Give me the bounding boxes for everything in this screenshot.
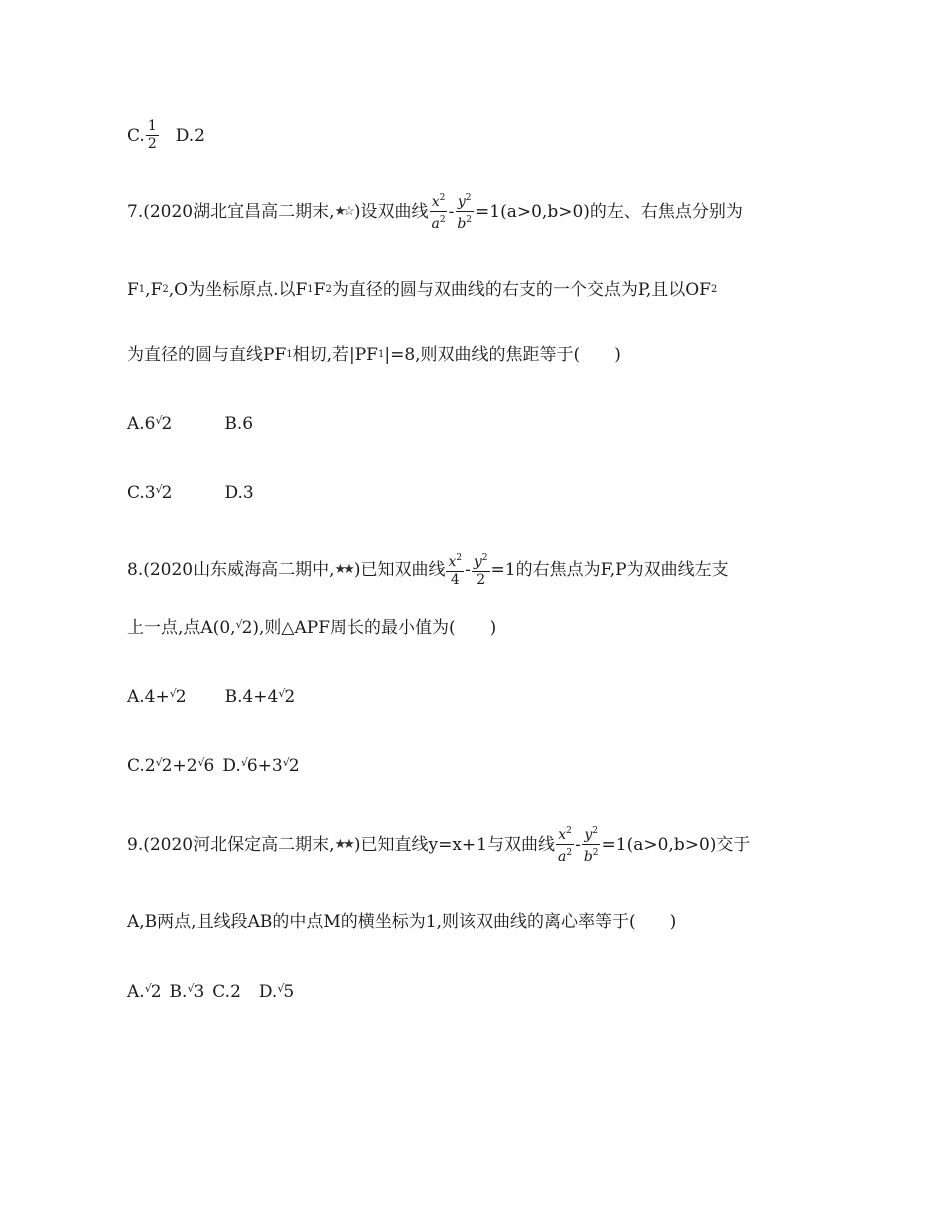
q8-options-cd bbox=[127, 755, 300, 777]
radical bbox=[187, 981, 204, 1003]
term: +3 bbox=[257, 756, 283, 776]
q9-options bbox=[127, 981, 294, 1003]
text: 相切,若|PF bbox=[292, 345, 378, 365]
radical-sign-icon: √ bbox=[187, 982, 195, 995]
q9-line-2 bbox=[127, 911, 676, 933]
q7-source: 7.(2020湖北宜昌高二期末, bbox=[127, 201, 335, 222]
radicand: 2 bbox=[175, 687, 187, 707]
minus-sign: - bbox=[465, 559, 471, 580]
prev-option-c bbox=[127, 118, 160, 153]
exponent: 2 bbox=[439, 193, 446, 203]
q9-option-b bbox=[170, 981, 205, 1003]
radical bbox=[283, 755, 300, 777]
radical-sign-icon: √ bbox=[277, 982, 285, 995]
radical-sign-icon: √ bbox=[155, 756, 163, 769]
exponent: 2 bbox=[465, 193, 472, 203]
q9-line-1 bbox=[127, 823, 750, 866]
q7-line-1 bbox=[127, 190, 743, 233]
var-x: x bbox=[448, 554, 457, 570]
var-y: y bbox=[584, 827, 593, 843]
fraction-y2-2 bbox=[472, 550, 490, 589]
q9-source: 9.(2020河北保定高二期末, bbox=[127, 834, 335, 855]
option-label: D. bbox=[222, 756, 241, 776]
option-label: C.3 bbox=[127, 483, 156, 503]
subscript: 2 bbox=[325, 284, 332, 295]
q8-text: )已知双曲线 bbox=[353, 559, 446, 580]
var-x: x bbox=[431, 194, 440, 210]
subscript: 1 bbox=[377, 349, 385, 360]
option-label: D. bbox=[258, 982, 278, 1002]
difficulty-stars-icon: ★★ bbox=[334, 836, 352, 852]
exponent: 2 bbox=[481, 553, 488, 563]
fraction-x2-4 bbox=[446, 550, 464, 589]
var-a: a bbox=[431, 216, 440, 232]
radicand: 6 bbox=[203, 756, 215, 776]
difficulty-stars-icon: ★☆ bbox=[334, 203, 352, 219]
radical-sign-icon: √ bbox=[155, 483, 163, 496]
q8-text: =1的右焦点为F,P为双曲线左支 bbox=[490, 559, 729, 580]
fraction-y2-b2 bbox=[455, 190, 474, 233]
radical bbox=[170, 686, 187, 708]
term: +2 bbox=[172, 756, 198, 776]
radicand: 5 bbox=[283, 982, 295, 1002]
q8-option-a bbox=[127, 686, 187, 708]
exponent: 2 bbox=[592, 848, 599, 858]
q9-option-c: C.2 bbox=[212, 982, 241, 1002]
radical-sign-icon: √ bbox=[240, 756, 248, 769]
exponent: 2 bbox=[566, 848, 573, 858]
radicand: 2 bbox=[161, 756, 173, 776]
fraction-y2-b2 bbox=[582, 823, 601, 866]
radicand: 2 bbox=[161, 414, 173, 434]
option-label: C.2 bbox=[127, 756, 156, 776]
radical bbox=[241, 755, 258, 777]
text: ) bbox=[669, 912, 677, 932]
radical bbox=[156, 413, 173, 435]
subscript: 2 bbox=[162, 284, 169, 295]
text: ) bbox=[614, 345, 621, 365]
var-y: y bbox=[473, 554, 482, 570]
fraction-numerator: 1 bbox=[147, 118, 157, 134]
radical-sign-icon: √ bbox=[155, 414, 163, 427]
f2: F bbox=[150, 280, 163, 300]
text: 为直径的圆与直线PF bbox=[127, 345, 287, 365]
text: |=8,则双曲线的焦距等于( bbox=[384, 345, 581, 365]
radicand: 3 bbox=[193, 982, 205, 1002]
minus-sign: - bbox=[575, 834, 581, 855]
radicand: 2 bbox=[150, 982, 162, 1002]
q8-option-c bbox=[127, 755, 214, 777]
q7-option-a bbox=[127, 413, 172, 435]
fraction-x2-a2 bbox=[429, 190, 447, 233]
var-b: b bbox=[583, 849, 593, 865]
f1: F bbox=[295, 280, 308, 300]
option-label: A. bbox=[127, 982, 145, 1002]
q8-option-b bbox=[225, 686, 296, 708]
radicand: 2 bbox=[161, 483, 173, 503]
option-label: B. bbox=[169, 982, 188, 1002]
q7-options-cd bbox=[127, 482, 254, 504]
exponent: 2 bbox=[592, 826, 598, 836]
f2: F bbox=[313, 280, 326, 300]
prev-option-d: D.2 bbox=[175, 125, 205, 146]
radical-sign-icon: √ bbox=[278, 687, 286, 700]
q9-text: )已知直线y=x+1与双曲线 bbox=[353, 834, 555, 855]
var-b: b bbox=[457, 216, 467, 232]
text: 为直径的圆与双曲线的右支的一个交点为P,且以OF bbox=[331, 280, 711, 300]
q9-text: =1(a>0,b>0)交于 bbox=[601, 834, 751, 855]
var-a: a bbox=[557, 849, 567, 865]
text: ,O为坐标原点.以 bbox=[168, 280, 296, 300]
exponent: 2 bbox=[456, 553, 463, 563]
q7-option-d: D.3 bbox=[224, 483, 254, 503]
prev-options-line bbox=[127, 118, 205, 153]
radicand: 2 bbox=[241, 618, 253, 638]
q9-option-d bbox=[259, 981, 294, 1003]
f1: F bbox=[127, 280, 139, 300]
denominator: 4 bbox=[450, 572, 460, 588]
text: 上一点,点A(0, bbox=[127, 618, 236, 638]
option-label: B.4+4 bbox=[224, 687, 279, 707]
subscript: 1 bbox=[307, 284, 314, 295]
q7-line-2 bbox=[127, 279, 717, 301]
option-label: A.4+ bbox=[127, 687, 170, 707]
var-y: y bbox=[457, 194, 466, 210]
fraction-denominator: 2 bbox=[147, 136, 157, 152]
radicand: 6 bbox=[246, 756, 258, 776]
var-x: x bbox=[558, 827, 567, 843]
text: ),则△APF周长的最小值为( bbox=[252, 618, 456, 638]
radical bbox=[198, 755, 215, 777]
q7-options-ab bbox=[127, 413, 253, 435]
radical-sign-icon: √ bbox=[197, 756, 205, 769]
subscript: 2 bbox=[710, 284, 718, 295]
text: ) bbox=[489, 618, 497, 638]
q9-option-a bbox=[127, 981, 162, 1003]
option-label: C. bbox=[127, 125, 145, 146]
difficulty-stars-icon: ★★ bbox=[334, 561, 352, 577]
q8-source: 8.(2020山东威海高二期中, bbox=[127, 559, 335, 580]
radical-sign-icon: √ bbox=[235, 618, 243, 631]
q8-options-ab bbox=[127, 686, 295, 708]
denominator: 2 bbox=[476, 572, 486, 588]
radical-sign-icon: √ bbox=[144, 982, 152, 995]
q7-option-c bbox=[127, 482, 172, 504]
option-label: A.6 bbox=[127, 414, 156, 434]
text: , bbox=[145, 280, 151, 300]
radical bbox=[156, 482, 173, 504]
q8-option-d bbox=[222, 755, 299, 777]
q7-option-b: B.6 bbox=[224, 414, 254, 434]
radical bbox=[277, 981, 294, 1003]
radical-sign-icon: √ bbox=[282, 756, 290, 769]
exponent: 2 bbox=[466, 215, 473, 225]
radicand: 2 bbox=[288, 756, 300, 776]
q7-text: )设双曲线 bbox=[353, 201, 429, 222]
exponent: 2 bbox=[566, 826, 572, 836]
minus-sign: - bbox=[448, 201, 455, 222]
radical bbox=[156, 755, 173, 777]
radical bbox=[236, 617, 253, 639]
radicand: 2 bbox=[284, 687, 296, 707]
q8-line-2 bbox=[127, 617, 496, 639]
q8-line-1 bbox=[127, 550, 729, 589]
subscript: 1 bbox=[286, 349, 293, 360]
fraction bbox=[146, 118, 159, 153]
text: A,B两点,且线段AB的中点M的横坐标为1,则该双曲线的离心率等于( bbox=[127, 912, 636, 932]
radical bbox=[145, 981, 162, 1003]
exponent: 2 bbox=[439, 215, 446, 225]
q7-text: =1(a>0,b>0)的左、右焦点分别为 bbox=[475, 201, 743, 222]
radical-sign-icon: √ bbox=[169, 687, 177, 700]
q7-line-3 bbox=[127, 344, 621, 366]
radical bbox=[278, 686, 295, 708]
fraction-x2-a2 bbox=[556, 823, 574, 866]
subscript: 1 bbox=[138, 284, 146, 295]
